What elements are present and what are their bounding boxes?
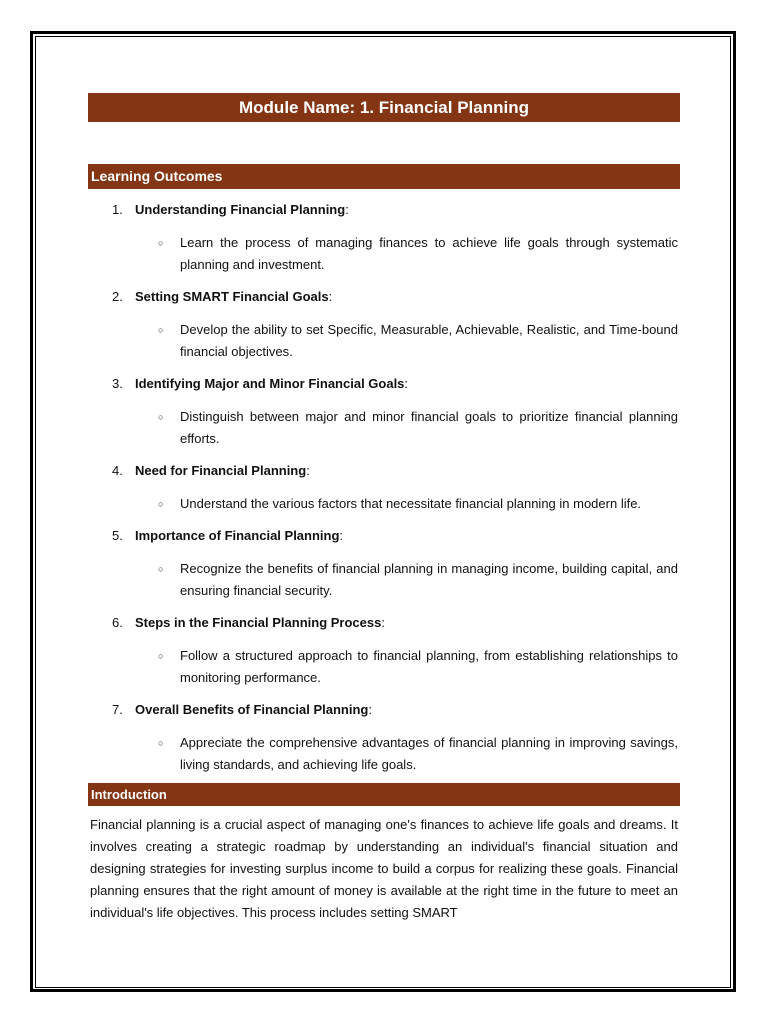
outcome-heading [88,287,680,307]
outcome-title: Identifying Major and Minor Financial Goals [135,376,405,391]
outcome-item [88,613,680,689]
outcome-item [88,700,680,776]
bullet-circle-icon: ○ [158,499,164,509]
outcome-suffix: : [381,615,385,630]
bullet-circle-icon: ○ [158,412,164,422]
outcome-description [88,232,680,276]
outcome-description-text: Follow a structured approach to financial planning, from establishing relationships to monitoring performance. [180,648,678,685]
outcome-description [88,406,680,450]
outcome-heading [88,526,680,546]
outcome-title: Importance of Financial Planning [135,528,340,543]
outcome-description-text: Understand the various factors that necessitate financial planning in modern life. [180,496,642,511]
outcome-description-text: Recognize the benefits of financial planning in managing income, building capital, and ensuring financial security. [180,561,678,598]
outcome-heading [88,200,680,220]
outcome-number: 1. [112,202,123,217]
module-title: Module Name: 1. Financial Planning [88,93,680,122]
bullet-circle-icon: ○ [158,738,164,748]
introduction-heading: Introduction [88,783,680,806]
introduction-paragraph: Financial planning is a crucial aspect of managing one's finances to achieve life goals and dreams. It involves creating a strategic roadmap by understanding an individual's financial situation and designing strategies for investing surplus income to build a corpus for realizing these goals. Financial planning ensures that the right amount of money is available at the right time in the future to meet an individual's life objectives. This process includes setting SMART [90,817,678,920]
bullet-circle-icon: ○ [158,651,164,661]
outcome-heading [88,700,680,720]
outcome-heading [88,374,680,394]
outcome-description [88,319,680,363]
outcome-heading [88,461,680,481]
outcome-title: Steps in the Financial Planning Process [135,615,382,630]
outcome-suffix: : [339,528,344,543]
outcome-number: 3. [112,376,123,391]
outcome-suffix: : [306,463,310,478]
outcome-description-text: Distinguish between major and minor financial goals to prioritize financial planning efforts. [180,409,678,446]
outcome-suffix: : [404,376,409,391]
outcome-item [88,526,680,602]
outcome-description [88,558,680,602]
bullet-circle-icon: ○ [158,564,164,574]
outcome-title: Understanding Financial Planning [135,202,346,217]
outcome-description-text: Develop the ability to set Specific, Measurable, Achievable, Realistic, and Time-bound financial objectives. [180,322,678,359]
learning-outcomes-heading: Learning Outcomes [88,164,680,189]
outcome-item [88,200,680,276]
learning-outcomes-list [88,200,680,776]
outcome-suffix: : [328,289,333,304]
outcome-suffix: : [345,202,349,217]
outcome-title: Overall Benefits of Financial Planning [135,702,369,717]
outcome-heading [88,613,680,633]
outcome-number: 5. [112,528,123,543]
outcome-description-text: Learn the process of managing finances to achieve life goals through systematic planning and investment. [180,235,678,272]
outcome-item [88,374,680,450]
outcome-number: 6. [112,615,123,630]
outcome-description-text: Appreciate the comprehensive advantages of financial planning in improving savings, living standards, and achieving life goals. [180,735,678,772]
outcome-suffix: : [368,702,372,717]
outcome-number: 4. [112,463,123,478]
bullet-circle-icon: ○ [158,238,164,248]
outcome-item [88,287,680,363]
outcome-description [88,645,680,689]
outcome-number: 2. [112,289,123,304]
outcome-item [88,461,680,515]
outcome-title: Need for Financial Planning [135,463,307,478]
outcome-title: Setting SMART Financial Goals [135,289,329,304]
outcome-description [88,732,680,776]
outcome-description [88,493,680,515]
bullet-circle-icon: ○ [158,325,164,335]
outcome-number: 7. [112,702,123,717]
